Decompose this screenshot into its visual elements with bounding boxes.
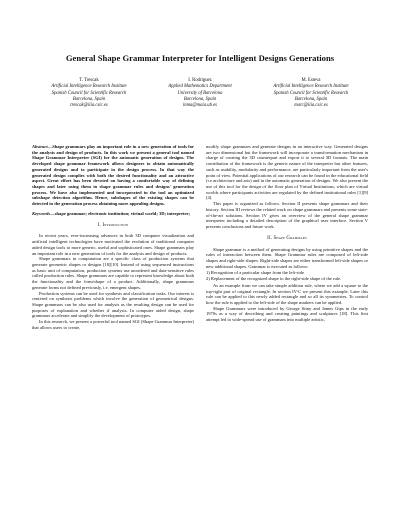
- paragraph: As an example from we can take simple addition rule, where we add a square to the top-right part of original rectangle. In section IV-C we present this example. Later this rule can be applied to this newly added rectangle and so all its symmetries. To control how the rule is applied to the left-side of the shape markers can be applied.: [206, 282, 368, 305]
- author-affiliation: Applied Mathematics Department: [168, 84, 232, 90]
- abstract-text: —Shape grammars play an important role in a new generation of tools for the analysis and design of products. In this work we present a general tool named Shape Grammar Interpreter (SGI) for the automatic generation of designs. The developed shape grammar framework allows designers to obtain automatically generated designs and to participate in the design process. In that way the generated design complies with both the desired functionality and an attractive aspect. Great effort has been devoted on having a comfortable way of defining shapes and later using them in shape grammar rules and designs' generation process. We have also implemented and incorporated in the tool an optimized subshape detection algorithm. Hence, subshapes of the existing shapes can be detected in the generation process obtaining more appealing designs.: [32, 144, 194, 207]
- author-institution: Spanish Council for Scientific Research: [51, 90, 127, 96]
- author-city: Barcelona, Spain: [294, 96, 328, 102]
- keywords-text: —shape grammar; electronic institution; virtual world; 3D; interpreter;: [50, 210, 191, 216]
- author-email: trescak@iiia.csic.es: [70, 103, 108, 109]
- author-city: Barcelona, Spain: [183, 96, 217, 102]
- paragraph: In this research, we present a powerful tool named SGI (Shape Grammar Interpreter) that allows users to create,: [32, 319, 194, 330]
- paper-title: General Shape Grammar Interpreter for Intelligent Designs Generations: [65, 53, 335, 63]
- section-heading-introduction: I. Introduction: [97, 222, 129, 228]
- abstract: [32, 144, 194, 207]
- author-name: T. Trescak: [79, 78, 99, 83]
- keywords-label: Keywords: [32, 210, 51, 216]
- paragraph: In recent years, ever-increasing advances in both 3D computer visualization and artificial intelligent technologies have motivated the evolution of traditional computer aided design tools to more generic, useful and sophisticated ones. Shape grammars play an important role in a new generation of tools for the analysis and design of products.: [32, 233, 194, 256]
- author-1: [34, 78, 144, 109]
- keywords: [32, 211, 194, 217]
- author-3: [256, 78, 366, 109]
- paragraph: Production systems can be used for synthesis and classification tasks. Our interest is centered on synthesis problems which involve the generation of geometrical designs. Shape grammars can be also used for analysis as the resulting design can be used for purposes of explanation and whether if analysis. In computer aided design, shape grammars accelerate and simplify the development of prototypes.: [32, 290, 194, 319]
- author-affiliation: Artificial Intelligence Research Institute: [51, 84, 127, 90]
- paragraph: Shape Grammars were introduced by George Stiny and James Gips in the early 1970s as a way of describing and creating paintings and sculptures [18]. This first attempt led to wide-spread use of grammars into multiple artistic,: [206, 305, 368, 323]
- author-block: [34, 78, 366, 109]
- paragraph: modify shape grammars and generate designs in an interactive way. Generated designs are two dimensional but the framework will incorporate a transformation mechanism in charge of creating the 3D counterpart and export it to several 3D formats. The main contribution of the framework is the generic nature of the interpreter but other features, such as usability, modularity and performance, are particularly important from the user's point of view. Potential applications of our research can be found in the educational field (i.e architecture and arts) and in the automatic generation of designs. We also present the use of this tool for the design of the floor plan of Virtual Institutions, which are virtual worlds where participants activities are regulated by the defined institutional rules [1][9][4].: [206, 144, 368, 201]
- list-item: 1) Recognition of a particular shape from the left-side: [206, 270, 304, 276]
- abstract-label: Abstract: [32, 144, 48, 149]
- paragraph: Shape grammar is a method of generating designs by using primitive shapes and the rules of interaction between them. Shape Grammar rules are composed of left-side shapes and right-side shapes. Right-side shapes are either transformed left-side shapes or new additional shapes. Grammar is executed as follows:: [206, 246, 368, 269]
- section-heading-shape-grammars: II. Shape Grammars: [267, 235, 307, 241]
- author-name: M. Esteva: [301, 78, 321, 83]
- paragraph: This paper is organized as follows. Section II presents shape grammars and their history. Section III reviews the related work on shape grammars and presents some state-of-the-art solutions. Section IV gives an overview of the general shape grammar interpreter including a detailed description of the graphical user interface. Section V presents conclusions and future work.: [206, 201, 368, 230]
- paragraph: Shape grammars in computation are a specific class of production systems that generate geometric shapes or designs [18][10]. Instead of using sequenced instructions as basic unit of computation, production systems use unordered and data-sensitive rules called production rules. Shape grammars are capable to represent knowledge about both the functionality and the form/shape of a product. Additionally, shape grammars generate forms not defined previously, i.e. emergent shapes.: [32, 256, 194, 290]
- author-2: [145, 78, 255, 109]
- author-email: inma@maia.ub.es: [183, 103, 217, 109]
- list-item: 2) Replacement of the recognized shape to the right-side shape of the rule.: [206, 276, 342, 282]
- author-institution: University of Barcelona: [177, 90, 223, 96]
- author-institution: Spanish Council for Scientific Research: [273, 90, 349, 96]
- right-column: [206, 144, 368, 323]
- author-email: marc@iiia.csic.es: [294, 103, 328, 109]
- author-affiliation: Artificial Intelligence Research Institute: [273, 84, 349, 90]
- numbered-list: [206, 270, 368, 281]
- left-column: [32, 144, 194, 331]
- author-city: Barcelona, Spain: [72, 96, 106, 102]
- author-name: I. Rodriguez: [188, 78, 212, 83]
